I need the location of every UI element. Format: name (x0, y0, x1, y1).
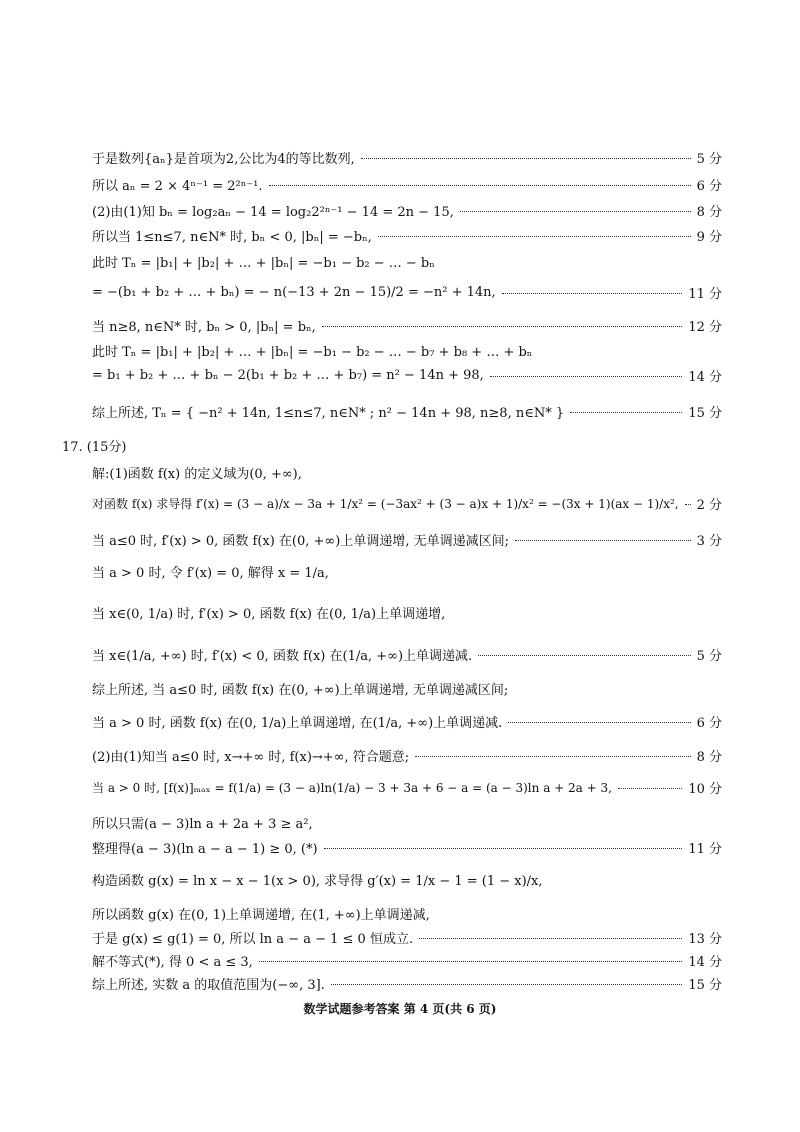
line-text: 所以函数 g(x) 在(0, 1)上单调递增, 在(1, +∞)上单调递减, (92, 907, 430, 923)
leader-dots (618, 779, 682, 789)
answer-line-25 (92, 902, 722, 924)
answer-line-16 (92, 601, 722, 623)
answer-line-14 (92, 528, 722, 550)
answer-line-9 (92, 364, 722, 386)
answer-line-13 (92, 492, 722, 514)
answer-line-24 (92, 868, 722, 890)
line-score: 12 分 (688, 319, 722, 335)
line-text: = b₁ + b₂ + … + bₙ − 2(b₁ + b₂ + … + b₇) = n² − 14n + 98, (92, 367, 484, 383)
line-score: 10 分 (688, 781, 722, 797)
answer-line-21 (92, 776, 722, 798)
line-score: 8 分 (696, 204, 722, 220)
line-score: 13 分 (688, 931, 722, 947)
leader-dots (322, 317, 683, 327)
answer-line-27 (92, 949, 722, 971)
line-text: 当 a > 0 时, 函数 f(x) 在(0, 1/a)上单调递增, 在(1/a, +∞)上单调递减. (92, 715, 503, 731)
question-header (62, 434, 692, 456)
leader-dots (415, 747, 690, 757)
line-text: 于是 g(x) ≤ g(1) = 0, 所以 ln a − a − 1 ≤ 0 恒成立. (92, 931, 414, 947)
leader-dots (331, 975, 682, 985)
line-score: 8 分 (696, 749, 722, 765)
line-text: 此时 Tₙ = |b₁| + |b₂| + … + |bₙ| = −b₁ − b₂ − … − bₙ (92, 255, 435, 271)
leader-dots (570, 403, 682, 413)
line-score: 6 分 (696, 715, 722, 731)
line-text: 当 a≤0 时, f′(x) > 0, 函数 f(x) 在(0, +∞)上单调递增, 无单调递减区间; (92, 533, 509, 549)
answer-line-4 (92, 224, 722, 246)
answer-line-1 (92, 146, 722, 168)
line-text: = −(b₁ + b₂ + … + bₙ) = − n(−13 + 2n − 15)/2 = −n² + 14n, (92, 284, 496, 300)
line-text: 当 a > 0 时, 令 f′(x) = 0, 解得 x = 1/a, (92, 565, 329, 581)
leader-dots (361, 149, 691, 159)
answer-line-18 (92, 677, 722, 699)
line-text: 所以 aₙ = 2 × 4ⁿ⁻¹ = 2²ⁿ⁻¹. (92, 178, 263, 194)
line-text: 解不等式(*), 得 0 < a ≤ 3, (92, 954, 253, 970)
answer-line-5 (92, 250, 722, 272)
answer-line-20 (92, 744, 722, 766)
answer-line-3 (92, 199, 722, 221)
line-score: 11 分 (688, 841, 722, 857)
answer-line-26 (92, 926, 722, 948)
line-text: 当 x∈(1/a, +∞) 时, f′(x) < 0, 函数 f(x) 在(1/a, +∞)上单调递减. (92, 648, 473, 664)
line-text: 于是数列{aₙ}是首项为2,公比为4的等比数列, (92, 151, 355, 167)
line-score: 14 分 (688, 954, 722, 970)
line-score: 15 分 (688, 405, 722, 421)
leader-dots (478, 646, 690, 656)
leader-dots (259, 952, 683, 962)
line-text: 综上所述, 当 a≤0 时, 函数 f(x) 在(0, +∞)上单调递增, 无单调递减区间; (92, 682, 509, 698)
line-text: 当 n≥8, n∈N* 时, bₙ > 0, |bₙ| = bₙ, (92, 319, 316, 335)
answer-line-22 (92, 811, 722, 833)
line-text: (2)由(1)知当 a≤0 时, x→+∞ 时, f(x)→+∞, 符合题意; (92, 749, 410, 765)
line-text: 对函数 f(x) 求导得 f′(x) = (3 − a)/x − 3a + 1/x² = (−3ax² + (3 − a)x + 1)/x² = −(3x + 1)(ax − 1)/x², (92, 496, 679, 511)
line-text: 综上所述, Tₙ = { −n² + 14n, 1≤n≤7, n∈N* ; n² − 14n + 98, n≥8, n∈N* } (92, 405, 565, 421)
line-text: 17. (15分) (62, 439, 127, 455)
line-text: 构造函数 g(x) = ln x − x − 1(x > 0), 求导得 g′(x) = 1/x − 1 = (1 − x)/x, (92, 873, 543, 889)
answer-line-2 (92, 173, 722, 195)
line-text: 所以当 1≤n≤7, n∈N* 时, bₙ < 0, |bₙ| = −bₙ, (92, 229, 372, 245)
leader-dots (508, 713, 690, 723)
line-text: 当 x∈(0, 1/a) 时, f′(x) > 0, 函数 f(x) 在(0, 1/a)上单调递增, (92, 606, 446, 622)
line-text: 所以只需(a − 3)ln a + 2a + 3 ≥ a², (92, 816, 313, 832)
line-score: 14 分 (688, 369, 722, 385)
line-score: 11 分 (688, 286, 722, 302)
leader-dots (324, 839, 683, 849)
line-text: 整理得(a − 3)(ln a − a − 1) ≥ 0, (*) (92, 841, 318, 857)
leader-dots (378, 227, 691, 237)
line-score: 15 分 (688, 977, 722, 993)
page-footer: 数学试题参考答案 第 4 页(共 6 页) (303, 1002, 497, 1016)
answer-line-12 (92, 461, 722, 483)
line-text: (2)由(1)知 bₙ = log₂aₙ − 14 = log₂2²ⁿ⁻¹ − 14 = 2n − 15, (92, 204, 454, 220)
leader-dots (460, 202, 691, 212)
leader-dots (419, 929, 682, 939)
line-text: 解:(1)函数 f(x) 的定义域为(0, +∞), (92, 466, 302, 482)
line-score: 6 分 (696, 178, 722, 194)
leader-dots (685, 495, 691, 505)
leader-dots (269, 176, 691, 186)
answer-line-17 (92, 643, 722, 665)
answer-line-28 (92, 972, 722, 994)
leader-dots (502, 284, 683, 294)
line-score: 5 分 (696, 151, 722, 167)
answer-line-23 (92, 836, 722, 858)
line-text: 此时 Tₙ = |b₁| + |b₂| + … + |bₙ| = −b₁ − b₂ − … − b₇ + b₈ + … + bₙ (92, 344, 533, 360)
answer-line-15 (92, 560, 722, 582)
line-score: 5 分 (696, 648, 722, 664)
answer-line-8 (92, 339, 722, 361)
leader-dots (515, 531, 691, 541)
line-score: 3 分 (696, 533, 722, 549)
answer-line-19 (92, 710, 722, 732)
leader-dots (490, 367, 683, 377)
line-text: 综上所述, 实数 a 的取值范围为(−∞, 3]. (92, 977, 325, 993)
line-text: 当 a > 0 时, [f(x)]ₘₐₓ = f(1/a) = (3 − a)ln(1/a) − 3 + 3a + 6 − a = (a − 3)ln a + 2a + 3, (92, 780, 612, 795)
answer-line-6 (92, 281, 722, 303)
answer-line-10 (92, 400, 722, 422)
line-score: 2 分 (696, 497, 722, 513)
line-score: 9 分 (696, 229, 722, 245)
answer-line-7 (92, 314, 722, 336)
